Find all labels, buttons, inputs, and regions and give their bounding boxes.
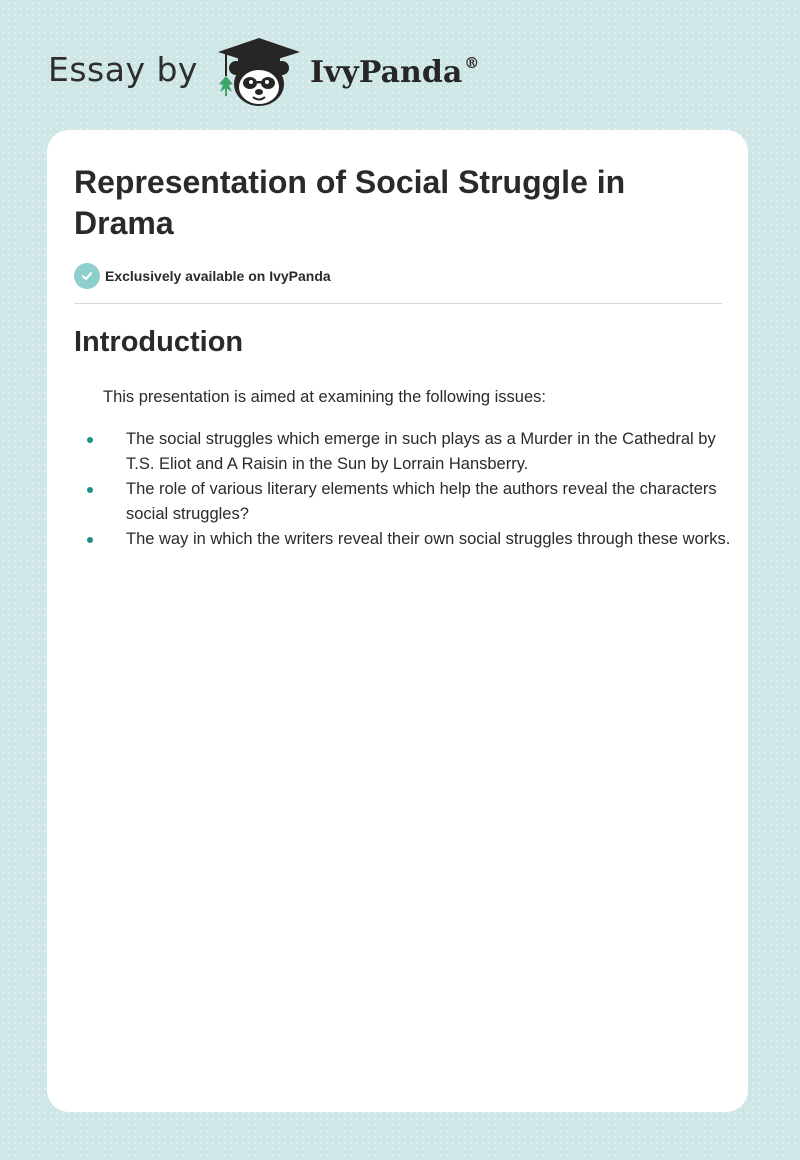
essay-card: [47, 130, 748, 1112]
bullet-dot: [87, 537, 93, 543]
bullet-dot: [87, 487, 93, 493]
list-item: [85, 427, 735, 477]
exclusive-text: Exclusively available on IvyPanda: [105, 268, 331, 284]
list-item: [85, 477, 735, 527]
intro-paragraph: This presentation is aimed at examining the following issues:: [103, 388, 546, 406]
brand-name: [310, 55, 479, 90]
section-heading: Introduction: [74, 326, 244, 358]
list-item-text: The way in which the writers reveal their own social struggles through these works.: [126, 530, 731, 548]
divider: [74, 303, 722, 304]
list-item: [85, 527, 735, 552]
registered-mark: ®: [464, 53, 480, 72]
essay-title: Representation of Social Struggle in Drama: [74, 164, 626, 241]
check-icon: [74, 263, 100, 289]
brand-text: IvyPanda: [309, 54, 463, 90]
list-item-text: The social struggles which emerge in such plays as a Murder in the Cathedral by T.S. Eliot and A Raisin in the Sun by Lorrain Hansberry.: [126, 430, 716, 473]
exclusive-badge: [74, 263, 331, 289]
panda-graduate-logo-icon: [214, 34, 304, 110]
essay-by-label: Essay by: [48, 49, 198, 89]
issues-list: [85, 427, 735, 552]
site-header: [48, 34, 548, 110]
bullet-dot: [87, 437, 93, 443]
list-item-text: The role of various literary elements which help the authors reveal the characters social struggles?: [126, 480, 717, 523]
